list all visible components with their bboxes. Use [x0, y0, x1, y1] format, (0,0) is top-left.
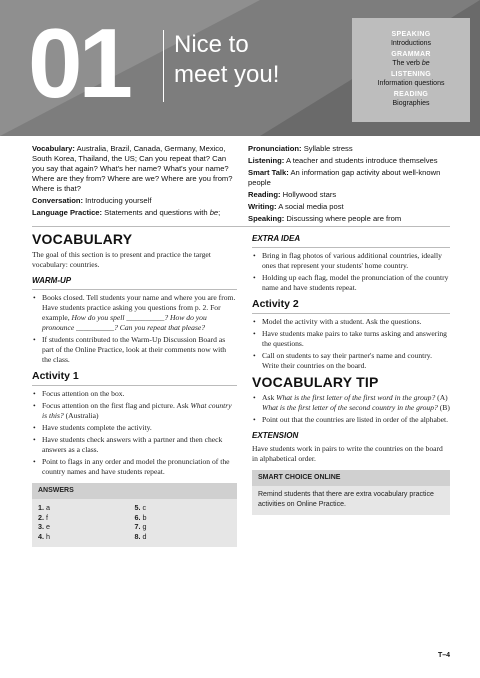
activity2-heading: Activity 2 — [252, 298, 299, 310]
summary-category: READING — [393, 91, 429, 98]
label: Writing: — [248, 202, 277, 211]
summary-category: GRAMMAR — [391, 51, 431, 58]
overview-pronunciation — [248, 144, 458, 154]
overview-listening — [248, 156, 458, 166]
list-item — [42, 401, 237, 421]
summary-value — [352, 59, 470, 68]
label: Pronunciation: — [248, 144, 302, 153]
text-italic: What is the first letter of the second country in the group? — [262, 403, 438, 412]
answers-heading: ANSWERS — [32, 483, 237, 499]
answer-number: 7. — [134, 522, 141, 531]
vocabulary-heading: VOCABULARY — [32, 231, 133, 247]
text: Statements and questions with — [102, 208, 210, 217]
text: Syllable stress — [301, 144, 353, 153]
unit-summary-box — [352, 18, 470, 122]
text-italic: be — [209, 208, 219, 217]
answers-box — [32, 483, 237, 547]
answer-value: a — [46, 503, 50, 512]
answer-number: 8. — [134, 531, 141, 541]
right-column — [252, 234, 450, 515]
label: Smart Talk: — [248, 168, 289, 177]
unit-divider — [163, 30, 164, 102]
label: Listening: — [248, 156, 285, 165]
answer-number: 1. — [38, 503, 44, 512]
answer-value: g — [142, 522, 147, 531]
activity1-heading: Activity 1 — [32, 370, 79, 382]
answer-number: 6. — [134, 512, 141, 522]
overview-divider — [32, 226, 450, 227]
summary-value-text: The verb — [392, 60, 422, 67]
answers-grid — [32, 499, 237, 547]
list-item: • Holding up each flag, model the pronunciation of the country name and have students repeat. — [262, 273, 450, 293]
list-item: • If students contributed to the Warm-Up Discussion Board as part of the Online Practice, look at their comments now with the class. — [42, 335, 237, 365]
text: Focus attention on the first flag and picture. Ask — [42, 401, 191, 410]
section-divider — [252, 313, 450, 314]
extra-idea-list — [252, 251, 450, 293]
list-item: • Point out that the countries are listed in order of the alphabet. — [262, 415, 450, 425]
text: (B) — [437, 403, 450, 412]
answer-number: 3. — [38, 522, 44, 531]
summary-value: Biographies — [392, 100, 430, 107]
activity1-list — [32, 389, 237, 477]
list-item — [42, 293, 237, 333]
unit-title-line1: Nice to — [174, 31, 249, 58]
text: Books closed. Tell students your name and where you are from. Have students practice asking you questions from p. 2. For example, — [42, 293, 236, 322]
answer-value: c — [142, 503, 147, 512]
vocabulary-tip-list — [252, 393, 450, 425]
summary-value: Introductions — [390, 40, 432, 47]
list-item — [262, 393, 450, 413]
answer-number: 4. — [38, 531, 44, 541]
overview-left — [32, 144, 240, 220]
text: A social media post — [276, 202, 344, 211]
text-italic: What country is this? — [42, 401, 232, 420]
text: (A) — [435, 393, 448, 402]
answer-item — [38, 532, 135, 542]
overview-language — [32, 208, 240, 218]
label: Reading: — [248, 190, 281, 199]
answer-item — [135, 522, 232, 532]
summary-value-italic: be — [421, 60, 430, 67]
summary-category: SPEAKING — [391, 31, 431, 38]
overview-vocabulary — [32, 144, 240, 194]
answer-value: b — [142, 512, 147, 522]
unit-number: 01 — [28, 8, 130, 118]
answer-item — [38, 513, 135, 523]
summary-reading — [352, 90, 470, 108]
answer-number: 2. — [38, 512, 44, 522]
activity2-list — [252, 317, 450, 371]
section-divider — [252, 247, 450, 248]
overview-writing — [248, 202, 458, 212]
page-number: T–4 — [438, 652, 451, 659]
list-item: • Model the activity with a student. Ask the questions. — [262, 317, 450, 327]
list-item: • Have students check answers with a partner and then check answers as a class. — [42, 435, 237, 455]
summary-listening — [352, 70, 470, 88]
unit-banner — [0, 0, 480, 136]
label: Vocabulary: — [32, 144, 75, 153]
label: Conversation: — [32, 196, 84, 205]
answer-value: d — [142, 531, 147, 541]
list-item: • Bring in flag photos of various additional countries, ideally ones that represent your students' home country. — [262, 251, 450, 271]
label: Speaking: — [248, 214, 285, 223]
summary-value: Information questions — [377, 80, 445, 87]
overview-conversation — [32, 196, 240, 206]
text: Australia, Brazil, Canada, Germany, Mexico, South Korea, Thailand, the US; Can you repeat that? Can you say that again? What's her name? What's your name? Where are they from? Where are we? Where are you from? Where is that? — [32, 144, 233, 193]
text: An information gap activity about well-known people — [248, 168, 441, 187]
unit-title-line2: meet you! — [174, 61, 280, 88]
smart-choice-text: Remind students that there are extra vocabulary practice activities on Online Practice. — [258, 491, 434, 508]
answer-number: 5. — [134, 503, 141, 512]
answer-value: h — [46, 531, 50, 541]
extension-heading: EXTENSION — [252, 431, 299, 440]
text-italic: What is the first letter of the first word in the group? — [276, 393, 436, 402]
text: Hollywood stars — [280, 190, 337, 199]
smart-choice-heading: SMART CHOICE ONLINE — [252, 470, 450, 486]
text: (Australia) — [63, 411, 99, 420]
unit-title — [174, 30, 279, 90]
answer-item — [38, 522, 135, 532]
answer-value: e — [46, 522, 50, 531]
overview-reading — [248, 190, 458, 200]
answer-item — [38, 503, 135, 513]
overview-smarttalk — [248, 168, 458, 188]
list-item: • Focus attention on the box. — [42, 389, 237, 399]
smart-choice-box — [252, 470, 450, 515]
extension-text: Have students work in pairs to write the countries on the board in alphabetical order. — [252, 444, 443, 463]
list-item: • Have students make pairs to take turns asking and answering the questions. — [262, 329, 450, 349]
summary-category: LISTENING — [390, 71, 432, 78]
list-item: • Call on students to say their partner's name and country. Write their countries on the board. — [262, 351, 450, 371]
answer-item — [135, 503, 232, 513]
summary-speaking — [352, 30, 470, 48]
answer-value: f — [46, 512, 48, 522]
text: A teacher and students introduce themselves — [284, 156, 438, 165]
warmup-heading: WARM-UP — [32, 276, 72, 285]
overview-right — [248, 144, 458, 226]
text: Ask — [262, 393, 277, 402]
list-item: • Point to flags in any order and model the pronunciation of the country names and have students repeat. — [42, 457, 237, 477]
label: Language Practice: — [32, 208, 103, 217]
text: Introducing yourself — [83, 196, 152, 205]
answer-item — [135, 513, 232, 523]
left-column — [32, 231, 237, 547]
text: Discussing where people are from — [284, 214, 402, 223]
summary-grammar — [352, 50, 470, 68]
overview-speaking — [248, 214, 458, 224]
section-divider — [32, 385, 237, 386]
section-divider — [32, 289, 237, 290]
text: ; — [218, 208, 221, 217]
extra-idea-heading: EXTRA IDEA — [252, 234, 301, 243]
answer-item — [135, 532, 232, 542]
text-italic: How do you spell __________? How do you pronounce __________? Can you repeat that please? — [42, 313, 207, 332]
list-item: • Have students complete the activity. — [42, 423, 237, 433]
warmup-list — [32, 293, 237, 365]
vocabulary-tip-heading: VOCABULARY TIP — [252, 374, 379, 390]
vocabulary-intro: The goal of this section is to present and practice the target vocabulary: countries. — [32, 250, 211, 269]
